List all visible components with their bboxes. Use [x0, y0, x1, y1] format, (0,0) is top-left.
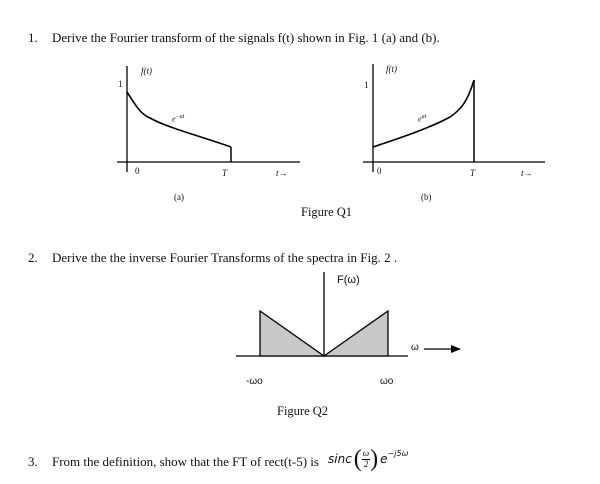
- q2-pos-w0-label: ωo: [380, 376, 394, 387]
- q2-left-triangle: [260, 311, 324, 356]
- left-paren: (: [353, 446, 362, 472]
- panel-a-curve-label: [172, 114, 184, 124]
- panel-a-sublabel: (a): [174, 192, 184, 202]
- q2-ylabel: F(ω): [337, 274, 360, 286]
- question-text: Derive the Fourier transform of the signals f(t) shown in Fig. 1 (a) and (b).: [52, 30, 440, 45]
- question-number: 1.: [28, 30, 38, 45]
- panel-b-t-arrow: t→: [521, 168, 533, 178]
- curve-base: e: [172, 114, 176, 124]
- figure-q1-caption: Figure Q1: [301, 205, 353, 219]
- fraction: [362, 449, 370, 469]
- exp-exponent: −j5ω: [387, 448, 409, 458]
- right-paren: ): [370, 446, 379, 472]
- panel-a-t-arrow: t→: [276, 168, 288, 178]
- panel-a-zero: 0: [135, 166, 140, 176]
- question-text: From the definition, show that the FT of rect(t-5) is: [52, 454, 319, 469]
- sinc-function: sinc: [328, 452, 352, 466]
- question-text: Derive the the inverse Fourier Transforms of the spectra in Fig. 2 .: [52, 250, 398, 265]
- panel-b-one: 1: [364, 80, 369, 90]
- fraction-denominator: 2: [363, 458, 369, 469]
- curve-exponent: at: [421, 114, 427, 120]
- panel-b-sublabel: (b): [421, 192, 432, 202]
- panel-b-ylabel: f(t): [386, 64, 397, 74]
- panel-b-zero: 0: [377, 166, 382, 176]
- curve-exponent: −at: [175, 114, 185, 120]
- q2-omega-arrowhead: [451, 345, 461, 353]
- panel-a-one: 1: [118, 79, 123, 89]
- question-3: [28, 454, 319, 470]
- question-2: [28, 250, 397, 266]
- q2-neg-w0-label: -ωo: [246, 376, 263, 387]
- exp-base: e: [380, 452, 388, 466]
- fraction-numerator: ω: [362, 448, 370, 459]
- q2-omega-label: ω: [411, 342, 419, 353]
- sinc-expression: [328, 444, 408, 474]
- q2-right-triangle: [324, 311, 388, 356]
- panel-a-ylabel: f(t): [141, 66, 152, 76]
- question-number: 2.: [28, 250, 38, 265]
- curve-base: e: [418, 114, 422, 124]
- panel-b-T: T: [470, 168, 476, 178]
- question-number: 3.: [28, 454, 38, 469]
- panel-a-T: T: [222, 168, 228, 178]
- panel-b-curve-label: [418, 114, 426, 124]
- figure-q2-caption: Figure Q2: [277, 404, 329, 418]
